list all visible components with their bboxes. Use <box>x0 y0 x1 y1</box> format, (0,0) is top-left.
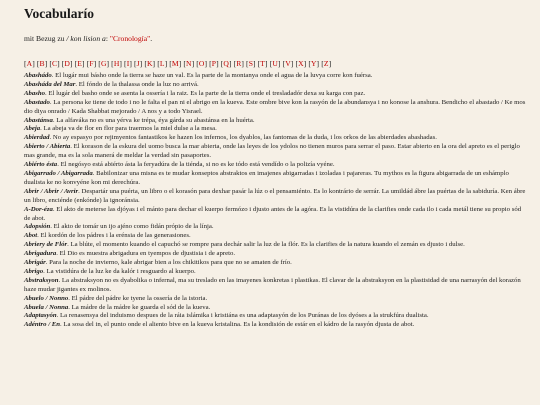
bracket-close: ] <box>228 59 232 68</box>
vocabulary-entry <box>24 312 526 321</box>
bracket-close: ] <box>164 59 168 68</box>
alphabet-link-k[interactable]: K <box>146 59 153 68</box>
entry-headword: A-Dor-éza <box>24 205 53 213</box>
alphabet-link-b[interactable]: B <box>39 59 45 68</box>
bracket-open: [ <box>49 59 52 68</box>
vocabulary-entry <box>24 241 526 250</box>
alphabet-link-f[interactable]: F <box>89 59 94 68</box>
entry-headword: Abuelo / Nonno <box>24 294 69 302</box>
entry-definition: . La abstraksyon no es dyabolika o infernal, ma su treslado en las imayenes konkretas i plastikas. El clavar de la abstraksyon en la plastisidad de una narrasyón del korazón haze mudar jigantes ex molinos. <box>24 276 521 293</box>
entry-definition: . La sosa del in, el punto onde el aliento bive en la kueva kristalina. Es la kondisión de estár en el kádro de la rasyón djusta de abot. <box>60 321 415 329</box>
alphabet-link-a[interactable]: A <box>26 59 33 68</box>
reference-author: / kon lision a <box>66 34 106 43</box>
bracket-close: ] <box>216 59 219 68</box>
entry-definition: . El pádre del pádre ke tyene la ossería de la istoria. <box>68 294 208 302</box>
alphabet-link-l[interactable]: L <box>159 59 165 68</box>
bracket-open: [ <box>295 59 299 68</box>
bracket-open: [ <box>74 59 78 68</box>
bracket-open: [ <box>246 59 249 68</box>
alphabet-link-e[interactable]: E <box>77 59 83 68</box>
bracket-close: ] <box>290 59 294 68</box>
alphabet-link-z[interactable]: Z <box>323 59 329 68</box>
reference-prefix: mit Bezug zu <box>24 34 67 43</box>
alphabet-link-y[interactable]: Y <box>310 59 317 68</box>
entry-headword: Abasháda del Mar <box>24 80 76 88</box>
entry-definition: . El akto de meterse las djóyas i el mánto para dechar el kuerpo fermózo i djusto antes de la agóra. Es la vistidúra de la clarifies onde cada ilo i cada metál tiene su propio sód de abot. <box>24 205 522 222</box>
vocabulary-entry <box>24 321 526 330</box>
entry-headword: Abrigár <box>24 259 46 267</box>
entry-headword: Abrigo <box>24 267 44 275</box>
bracket-open: [ <box>209 59 212 68</box>
bracket-close: ] <box>152 59 156 68</box>
reference-suffix: . <box>150 34 153 43</box>
entry-headword: Abrigadura <box>24 250 57 258</box>
bracket-open: [ <box>144 59 147 68</box>
vocabulary-entry <box>24 161 526 170</box>
entry-headword: Adaptasyón <box>24 312 57 320</box>
bracket-open: [ <box>220 59 224 68</box>
bracket-close: ] <box>82 59 85 68</box>
vocabulary-entry <box>24 90 526 99</box>
entry-headword: Abastánsa <box>24 116 53 124</box>
entry-headword: Abierto / Abierta <box>24 143 71 151</box>
vocabulary-entry <box>24 170 526 188</box>
alphabet-link-c[interactable]: C <box>51 59 58 68</box>
bracket-close: ] <box>93 59 97 68</box>
bracket-close: ] <box>253 59 256 68</box>
bracket-close: ] <box>316 59 320 68</box>
vocabulary-entry <box>24 72 526 81</box>
vocabulary-entry <box>24 125 526 134</box>
bracket-open: [ <box>257 59 261 68</box>
entry-list <box>24 72 526 330</box>
entry-definition: . La mádre de la mádre ke guarda el sód de la kueva. <box>68 303 211 311</box>
bracket-open: [ <box>61 59 65 68</box>
entry-definition: . La vistidúra de la luz ke da kalór i resguardo al kuerpo. <box>43 267 196 275</box>
vocabulary-entry <box>24 259 526 268</box>
bracket-close: ] <box>57 59 60 68</box>
entry-definition: . La abeja va de flor en flor para traermos la miel dulse a la mesa. <box>40 125 217 133</box>
entry-headword: Adéntro / En <box>24 321 61 329</box>
alphabet-link-d[interactable]: D <box>64 59 71 68</box>
entry-headword: Abstraksyon <box>24 276 59 284</box>
vocabulary-entry <box>24 277 526 295</box>
bracket-close: ] <box>70 59 73 68</box>
alphabet-link-g[interactable]: G <box>100 59 107 68</box>
alphabet-link-h[interactable]: H <box>113 59 120 68</box>
entry-headword: Abot <box>24 232 38 240</box>
bracket-open: [ <box>111 59 114 68</box>
entry-definition: . El kordón de los pádres i la erénsia de las generasiones. <box>37 232 191 240</box>
bracket-open: [ <box>196 59 199 68</box>
bracket-close: ] <box>277 59 281 68</box>
bracket-open: [ <box>157 59 160 68</box>
entry-headword: Abeja <box>24 125 41 133</box>
bracket-open: [ <box>308 59 311 68</box>
bracket-open: [ <box>86 59 90 68</box>
bracket-open: [ <box>321 59 324 68</box>
bracket-close: ] <box>191 59 195 68</box>
alphabet-link-o[interactable]: O <box>198 59 205 68</box>
entry-headword: Abiérto ésta <box>24 161 58 169</box>
reference-line <box>24 34 526 43</box>
alphabet-index <box>24 59 526 68</box>
reference-link[interactable]: "Cronología" <box>109 34 151 43</box>
alphabet-link-j[interactable]: J <box>136 59 140 68</box>
bracket-open: [ <box>98 59 101 68</box>
entry-definition: . El lugár del basho onde se asenta la ossería i la raiz. Es la parte de la tierra onde el tresladadór dexa su karga con paz. <box>45 89 366 97</box>
entry-definition: . El korason de la eskura del uomo busca la mar abierta, onde las leyes de los ydolos no tienen muros para serrar el paso. Estar abierto en la ora del apreto es el periglo mas grande, ma es la sola manerá de meldar la verdad sin pasaportes. <box>24 143 520 160</box>
bracket-close: ] <box>32 59 35 68</box>
alphabet-link-u[interactable]: U <box>272 59 278 68</box>
alphabet-link-x[interactable]: X <box>298 59 304 68</box>
bracket-open: [ <box>233 59 237 68</box>
bracket-open: [ <box>282 59 286 68</box>
entry-definition: . La persona ke tiene de todo i no le falta el pan ni el abrigo en la kueva. Este ombre bive kon la rasyón de la abundansya i no konose la anshura. Bendicho el abastado / Ke mos dio diya onrado / Kada Shabbat mejorado / A nos y a todo Yisrael. <box>24 98 526 115</box>
entry-definition: . La alfaváka no es una yérva ke trépa, éya gárda su abastánsa en la huérta. <box>52 116 255 124</box>
bracket-open: [ <box>124 59 127 68</box>
vocabulary-entry <box>24 99 526 117</box>
reference-colon: : <box>105 34 110 43</box>
vocabulary-entry <box>24 268 526 277</box>
vocabulary-entry <box>24 250 526 259</box>
entry-headword: Abigarrado / Abigarrada <box>24 169 93 177</box>
bracket-close: ] <box>44 59 48 68</box>
bracket-close: ] <box>241 59 245 68</box>
alphabet-link-p[interactable]: P <box>211 59 217 68</box>
alphabet-link-v[interactable]: V <box>285 59 291 68</box>
entry-headword: Abriery de Flór <box>24 241 68 249</box>
entry-definition: . El lugár mui básho onde la tierra se haze un val. Es la parte de la montanya onde el agua de la luvya corre kon fuérsa. <box>51 72 373 79</box>
entry-definition: . La blúte, el momento kuando el capuchó se rompre para dechár salir la luz de la flór. Es la clarifies de la natura kuando el zemán es djusto i dulse. <box>67 241 465 249</box>
entry-headword: Adopsión <box>24 223 51 231</box>
vocabulary-entry <box>24 188 526 206</box>
bracket-close: ] <box>178 59 182 68</box>
bracket-open: [ <box>183 59 186 68</box>
alphabet-link-s[interactable]: S <box>248 59 254 68</box>
vocabulary-entry <box>24 223 526 232</box>
bracket-open: [ <box>269 59 273 68</box>
bracket-close: ] <box>265 59 268 68</box>
vocabulary-entry <box>24 206 526 224</box>
bracket-open: [ <box>24 59 27 68</box>
entry-definition: . El fóndo de la thalassa onde la luz no arrivá. <box>75 80 199 88</box>
bracket-close: ] <box>119 59 123 68</box>
bracket-close: ] <box>303 59 307 68</box>
alphabet-link-r[interactable]: R <box>236 59 242 68</box>
alphabet-link-i[interactable]: I <box>126 59 130 68</box>
alphabet-link-m[interactable]: M <box>171 59 179 68</box>
entry-definition: . Despartár una puérta, un libro o el korasón para dexhar pasár la lúz o el pensamiénto. Es lo kontrário de serrár. La umildád ábre las puértas de la sabiduría. Ken ábre un libro, enciénde (enkónde) la ignoránsia. <box>24 187 526 204</box>
vocabulary-entry <box>24 295 526 304</box>
entry-definition: . El Dio es muestra abrigadura en tyempos de djustisia i de apreto. <box>56 250 236 258</box>
entry-definition: . El negósyo está abiérto ásta la feryadúra de la tiénda, si no es ke tódo está vendído o la polizía vyéne. <box>57 161 335 169</box>
bracket-open: [ <box>133 59 137 68</box>
entry-headword: Abasho <box>24 89 46 97</box>
bracket-open: [ <box>169 59 172 68</box>
vocabulary-entry <box>24 81 526 90</box>
entry-headword: Abastado <box>24 98 50 106</box>
vocabulary-entry <box>24 304 526 313</box>
bracket-close: ] <box>328 59 332 68</box>
entry-headword: Abashádo <box>24 72 52 79</box>
entry-headword: Abierdad <box>24 134 50 142</box>
bracket-open: [ <box>36 59 40 68</box>
alphabet-link-n[interactable]: N <box>186 59 192 68</box>
vocabulary-entry <box>24 143 526 161</box>
entry-definition: . Para la noche de invierno, kale abrigar bien a los chikitikos para que no se amaten de frío. <box>45 259 292 267</box>
entry-definition: . El akto de tomár un ijo ajéno como fidán própio de la línja. <box>50 223 214 231</box>
bracket-close: ] <box>129 59 132 68</box>
entry-definition: . Babilonizar una misna es te mudar konseptos abstraktos en imajenes abigarradas i izoladas i pajareras. Tu mythos es la figura abigarrada de un eshámplo dualista ke no konvyéne kon mi derechúra. <box>24 169 509 186</box>
alphabet-link-q[interactable]: Q <box>223 59 229 68</box>
entry-headword: Abrir / Abrir / Avrir <box>24 187 79 195</box>
bracket-close: ] <box>139 59 143 68</box>
alphabet-link-t[interactable]: T <box>260 59 266 68</box>
page-title: Vocabularío <box>24 6 95 21</box>
entry-definition: . La renasensya del induismo despues de la ráia islámika i kristiána es una adaptasyón de los Puránas de los dyóses a la strukfúra dualista. <box>56 312 429 320</box>
vocabulary-entry <box>24 232 526 241</box>
vocabulary-entry <box>24 117 526 126</box>
bracket-close: ] <box>106 59 110 68</box>
entry-headword: Abuela / Nonna <box>24 303 69 311</box>
bracket-close: ] <box>204 59 208 68</box>
entry-definition: . No ay espasyo por rejimyentos fantastikos ke hazen los infernos, los dyablos, las fantomas de la duda, i los orkos de las abierdades abashadas. <box>49 134 437 142</box>
vocabulary-entry <box>24 134 526 143</box>
